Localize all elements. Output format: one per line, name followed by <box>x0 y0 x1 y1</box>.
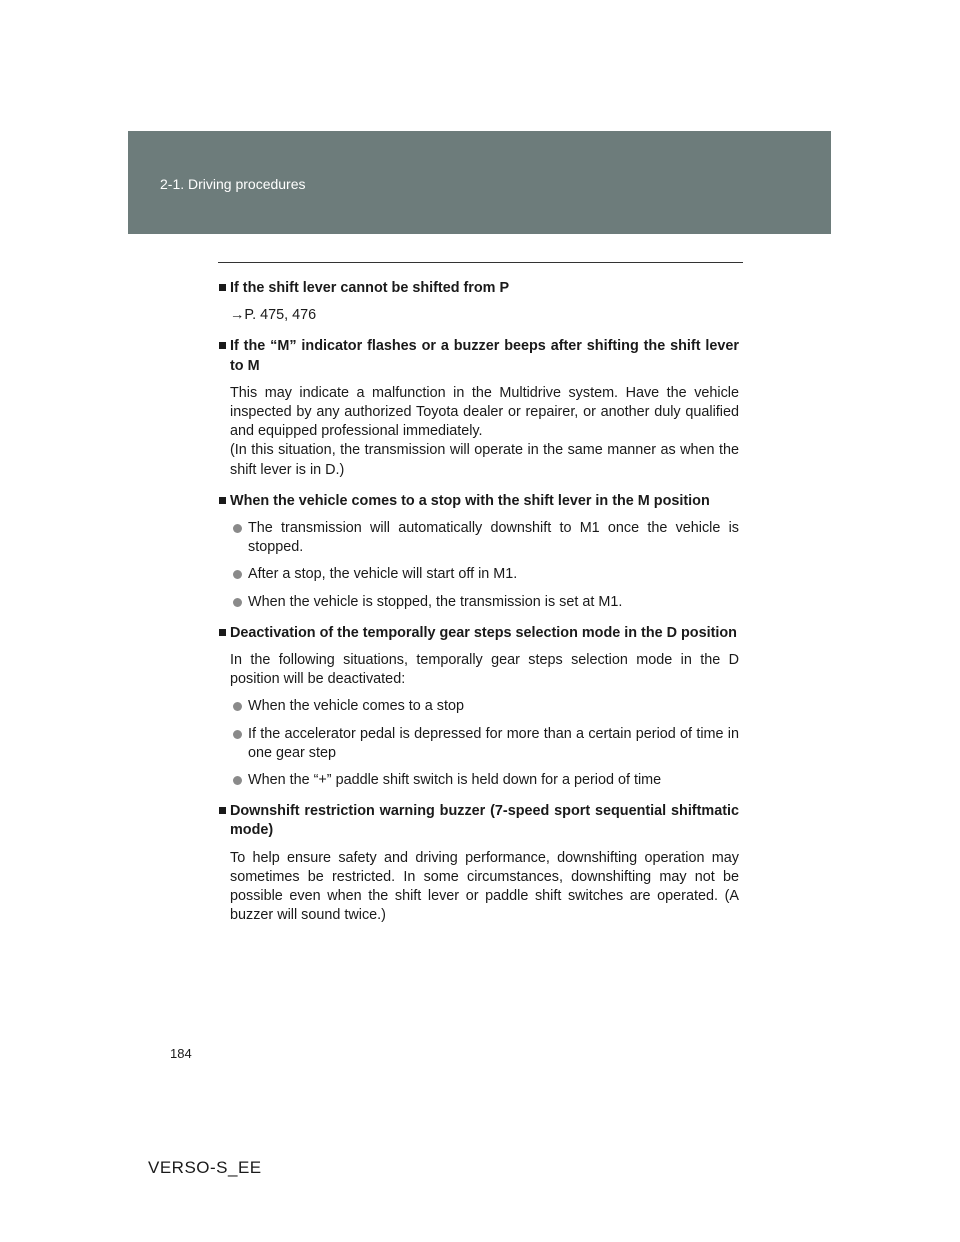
paragraph: To help ensure safety and driving performance, downshifting operation may sometimes be restricted. In some circumstances, downshifting may not be possible even when the shift lever or paddle shift switches are operated. (A buzzer will sound twice.) <box>230 849 739 924</box>
list-item: When the “+” paddle shift switch is held down for a period of time <box>218 771 739 790</box>
section-downshift-buzzer <box>218 802 739 925</box>
section-breadcrumb: 2-1. Driving procedures <box>160 176 306 192</box>
page-content <box>218 279 739 937</box>
paragraph: In the following situations, temporally gear steps selection mode in the D position will be deactivated: <box>230 652 739 688</box>
page-number: 184 <box>170 1046 192 1061</box>
divider <box>218 262 743 263</box>
list-item: When the vehicle comes to a stop <box>218 697 739 716</box>
section-shift-from-p <box>218 279 739 325</box>
circle-bullet-icon <box>233 702 242 711</box>
section-heading: Downshift restriction warning buzzer (7-speed sport sequential shiftmatic mode) <box>218 802 739 840</box>
paragraph: This may indicate a malfunction in the Multidrive system. Have the vehicle inspected by any authorized Toyota dealer or repairer, or another duly qualified and equipped professional immediately. <box>230 384 739 440</box>
circle-bullet-icon <box>233 598 242 607</box>
square-bullet-icon <box>219 497 226 504</box>
section-heading: If the shift lever cannot be shifted from P <box>218 279 739 298</box>
list-item: The transmission will automatically downshift to M1 once the vehicle is stopped. <box>218 519 739 557</box>
list-item: When the vehicle is stopped, the transmission is set at M1. <box>218 593 739 612</box>
header-band <box>128 131 831 234</box>
list-item: If the accelerator pedal is depressed for more than a certain period of time in one gear step <box>218 725 739 763</box>
section-heading: If the “M” indicator flashes or a buzzer beeps after shifting the shift lever to M <box>218 337 739 375</box>
circle-bullet-icon <box>233 524 242 533</box>
circle-bullet-icon <box>233 730 242 739</box>
section-deactivation <box>218 624 739 790</box>
section-stop-in-m <box>218 492 739 612</box>
circle-bullet-icon <box>233 570 242 579</box>
document-code: VERSO-S_EE <box>148 1158 262 1177</box>
square-bullet-icon <box>219 629 226 636</box>
square-bullet-icon <box>219 342 226 349</box>
square-bullet-icon <box>219 807 226 814</box>
list-item: After a stop, the vehicle will start off in M1. <box>218 565 739 584</box>
circle-bullet-icon <box>233 776 242 785</box>
paragraph: (In this situation, the transmission will operate in the same manner as when the shift lever is in D.) <box>230 442 739 478</box>
page-reference: →P. 475, 476 <box>230 307 317 324</box>
section-heading: Deactivation of the temporally gear steps selection mode in the D position <box>218 624 739 643</box>
square-bullet-icon <box>219 284 226 291</box>
section-heading: When the vehicle comes to a stop with the shift lever in the M position <box>218 492 739 511</box>
section-m-indicator <box>218 337 739 479</box>
